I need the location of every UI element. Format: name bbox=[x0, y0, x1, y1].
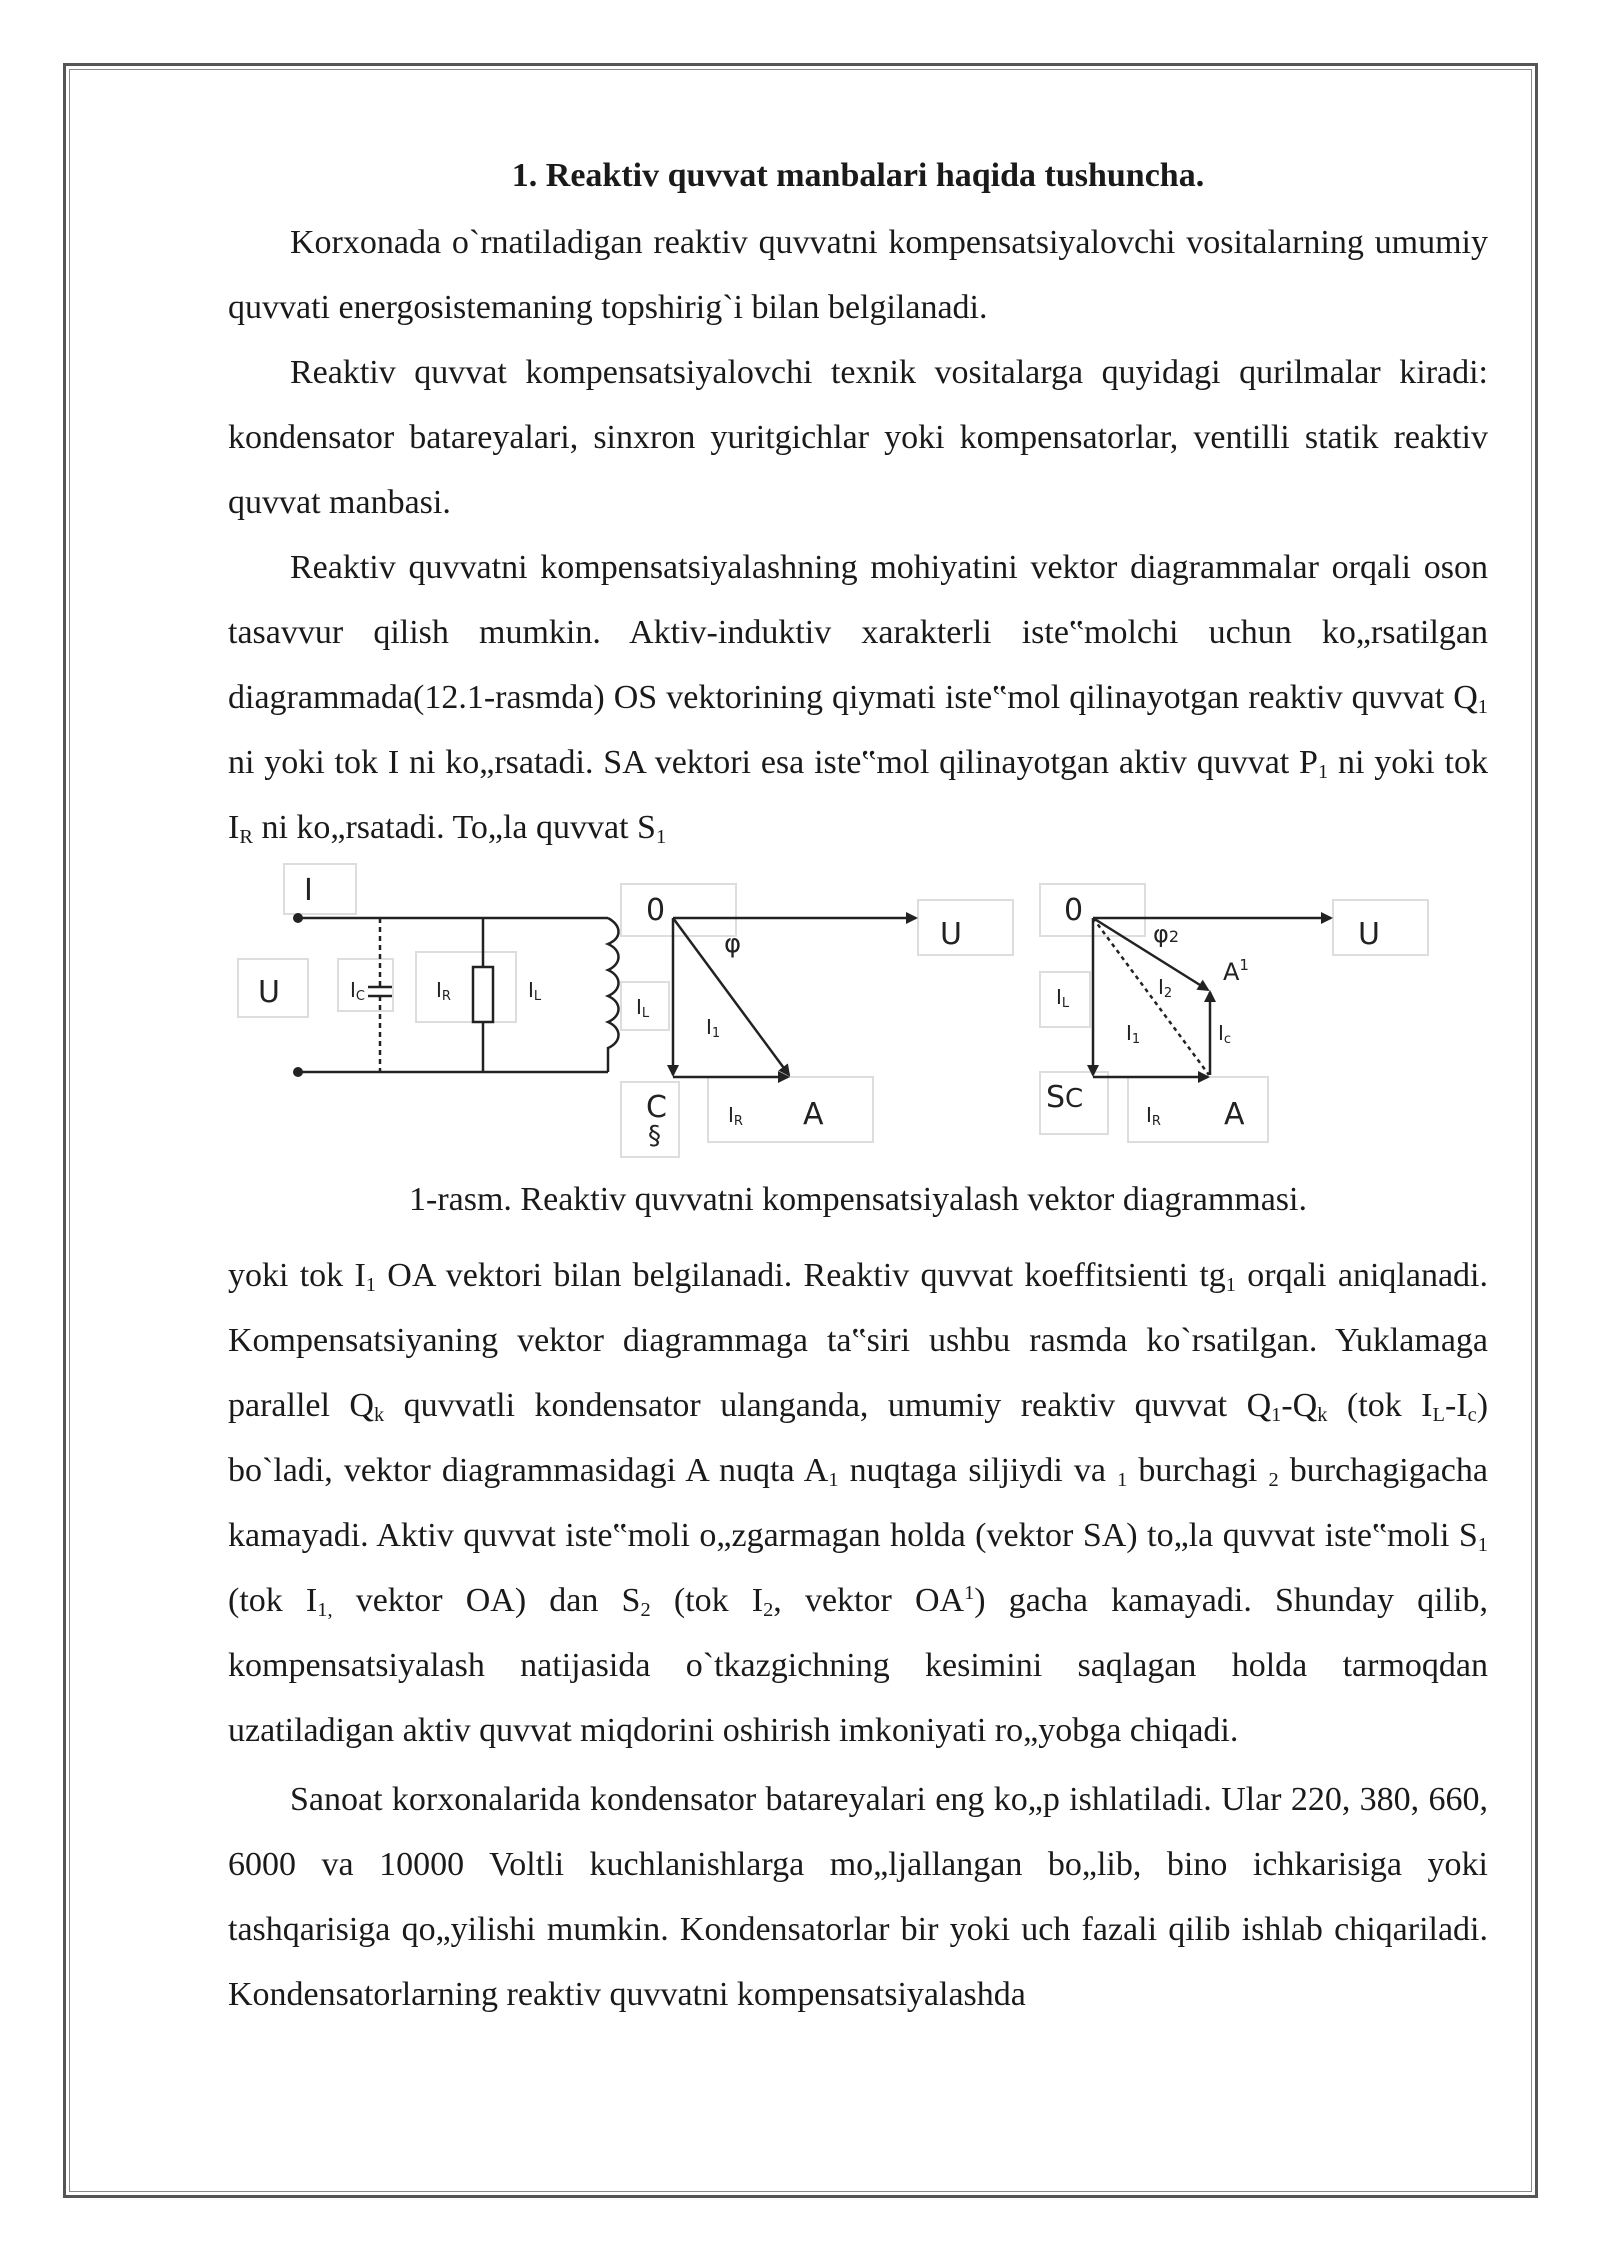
circuit-label-ir: IR bbox=[436, 978, 451, 1004]
diagram1-label-c: C bbox=[646, 1090, 667, 1125]
label-box-i bbox=[284, 864, 356, 914]
paragraph-3: Reaktiv quvvatni kompensatsiyalashning mohiyatini vektor diagrammalar orqali oson tasavvur qilish mumkin. Aktiv-induktiv xarakterli iste‟molchi uchun ko„rsatilgan diagrammada(12.1-rasmda) OS vektorining qiymati iste‟mol qilinayotgan reaktiv quvvat $Q_1$ ni yoki tok I ni ko„rsatadi. SA vektori esa iste‟mol qilinayotgan aktiv quvvat $P_1$ ni yoki tok $I_R$ ni ko„rsatadi. To„la quvvat $S_1$ bbox=[228, 549, 1488, 849]
diagram2-vectors bbox=[1093, 918, 1331, 1077]
diagram2-label-a: A bbox=[1224, 1097, 1245, 1132]
diagram1-label-u: U bbox=[940, 917, 962, 952]
diagram1-label-il: IL bbox=[636, 995, 650, 1021]
circuit-label-ic: IC bbox=[350, 978, 365, 1004]
terminal-top bbox=[293, 913, 303, 923]
diagram2-label-u: U bbox=[1358, 917, 1380, 952]
diagram2-label-i2: I2 bbox=[1158, 975, 1173, 1001]
diagram1-label-section: § bbox=[648, 1121, 661, 1151]
text-block-bottom bbox=[228, 1243, 1488, 2027]
diagram1-label-i1: I1 bbox=[706, 1015, 721, 1041]
figure-svg bbox=[228, 862, 1488, 1162]
box2-u bbox=[1333, 900, 1428, 955]
text-block-top bbox=[228, 210, 1488, 860]
resistor-body bbox=[473, 967, 493, 1022]
diagram2-label-i1: I1 bbox=[1126, 1021, 1141, 1047]
vector-diagram-2 bbox=[1040, 884, 1428, 1142]
diagram1-label-a: A bbox=[803, 1097, 824, 1132]
circuit-terminals bbox=[293, 913, 303, 1077]
diagram2-label-0: 0 bbox=[1064, 893, 1084, 928]
circuit-schematic bbox=[238, 864, 619, 1072]
box-u bbox=[918, 900, 1013, 955]
terminal-bottom bbox=[293, 1067, 303, 1077]
diagram2-label-sc: SC bbox=[1046, 1080, 1084, 1115]
paragraph-4: yoki tok $I_1$ OA vektori bilan belgilanadi. Reaktiv quvvat koeffitsienti $tg_1$ orqali aniqlanadi. Kompensatsiyaning vektor diagrammaga ta‟siri ushbu rasmda ko`rsatilgan. Yuklamaga parallel $Q_k$ quvvatli kondensator ulanganda, umumiy reaktiv quvvat $Q_1-Q_k$ (tok $I_L-I_c$) bo`ladi, vektor diagrammasidagi A nuqta $A_1$ nuqtaga siljiydi va $_1$ burchagi $_2$ burchagigacha kamayadi. Aktiv quvvat iste‟moli o„zgarmagan holda (vektor SA) to„la quvvat iste‟moli $S_1$ (tok $I_{1,}$ vektor OA) dan $S_2$ (tok $I_2$, vektor $OA^1$) gacha kamayadi. Shunday qilib, kompensatsiyalash natijasida o`tkazgichning kesimini saqlagan holda tarmoqdan uzatiladigan aktiv quvvat miqdorini oshirish imkoniyati ro„yobga chiqadi. bbox=[228, 1257, 1489, 1749]
diagram2-labels bbox=[1046, 893, 1380, 1132]
label-box-ir bbox=[416, 952, 516, 1022]
circuit-label-il: IL bbox=[528, 978, 542, 1004]
diagram2-label-il: IL bbox=[1056, 985, 1070, 1011]
diagram1-label-0: 0 bbox=[646, 893, 666, 928]
diagram2-label-ir: IR bbox=[1146, 1103, 1161, 1129]
paragraph-5: Sanoat korxonalarida kondensator batareyalari eng ko„p ishlatiladi. Ular 220, 380, 660, 6000 va 10000 Voltli kuchlanishlarga mo„ljallangan bo„lib, bino ichkarisiga yoki tashqarisiga qo„yilishi mumkin. Kondensatorlar bir yoki uch fazali qilib ishlab chiqariladi. Kondensatorlarning reaktiv quvvatni kompensatsiyalashda bbox=[228, 1781, 1488, 2013]
paragraph-1: Korxonada o`rnatiladigan reaktiv quvvatni kompensatsiyalovchi vositalarning umumiy quvvati energosistemaning topshirig`i bilan belgilanadi. bbox=[228, 224, 1488, 326]
diagram1-vectors bbox=[673, 918, 916, 1077]
box-0 bbox=[621, 884, 736, 936]
vector-diagram-1 bbox=[621, 884, 1013, 1157]
vector-i2-2 bbox=[1093, 918, 1208, 990]
paragraph-2: Reaktiv quvvat kompensatsiyalovchi texnik vositalarga quyidagi qurilmalar kiradi: kondensator batareyalari, sinxron yuritgichlar yoki kompensatorlar, ventilli statik reaktiv quvvat manbasi. bbox=[228, 354, 1488, 521]
diagram1-label-phi: φ bbox=[724, 929, 742, 959]
inductor-coil bbox=[608, 918, 619, 1072]
diagram2-label-ic: Ic bbox=[1218, 1021, 1232, 1047]
diagram2-label-phi2: φ2 bbox=[1153, 920, 1180, 948]
circuit-label-u: U bbox=[258, 975, 280, 1010]
label-box-ic bbox=[338, 959, 393, 1011]
vector-diagram-figure bbox=[228, 862, 1488, 1162]
vector-i1-2 bbox=[1093, 918, 1209, 1075]
circuit-label-i: I bbox=[304, 873, 313, 908]
diagram1-labels bbox=[636, 893, 962, 1151]
section-heading: 1. Reaktiv quvvat manbalari haqida tushuncha. bbox=[511, 157, 1205, 194]
diagram2-label-a1: $A^1$ bbox=[1223, 956, 1249, 986]
circuit-labels bbox=[258, 873, 542, 1010]
figure-caption: 1-rasm. Reaktiv quvvatni kompensatsiyalash vektor diagrammasi. bbox=[409, 1181, 1307, 1218]
diagram1-label-ir: IR bbox=[728, 1103, 743, 1129]
